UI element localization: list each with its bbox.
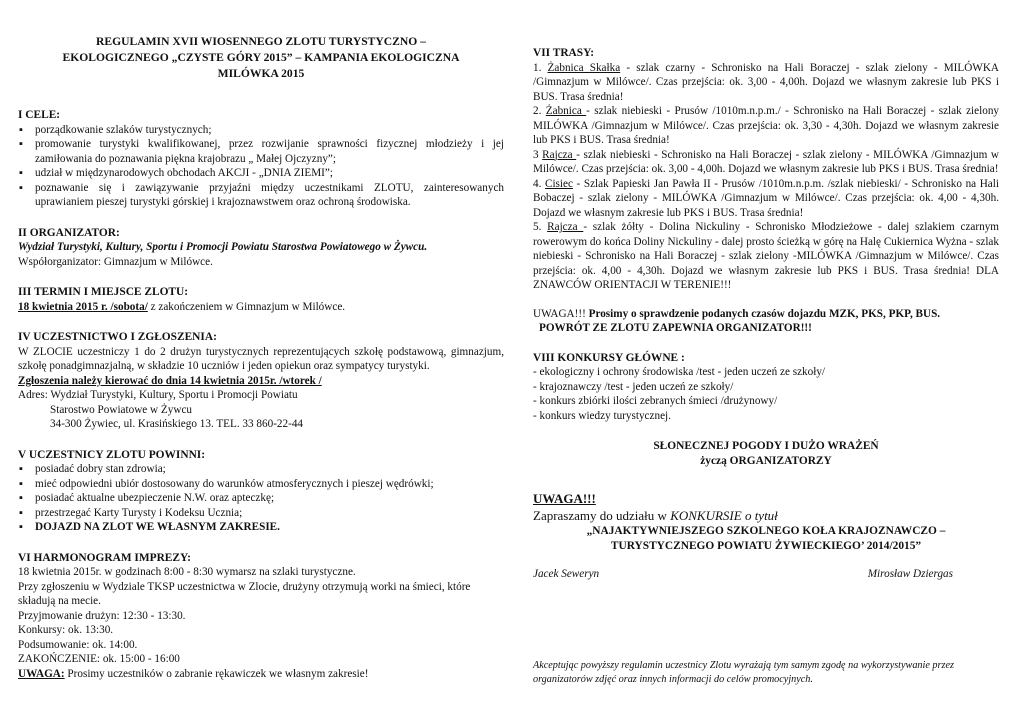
participation-text: W ZLOCIE uczestniczy 1 do 2 drużyn turystycznych reprezentujących szkołę podstawową, gimnazjum, szkołę ponadgimnazjalną, w składzie 10 uczniów i jeden opiekun oraz sympatycy turystyki.: [18, 345, 504, 372]
route-name: Rajcza: [542, 148, 577, 161]
section-trasy: [533, 46, 999, 336]
section-heading: II ORGANIZATOR:: [18, 226, 120, 239]
route-name: Żabnica Skałka: [547, 61, 621, 74]
section-heading: I CELE:: [18, 109, 61, 121]
schedule-line: Przy zgłoszeniu w Wydziale TKSP uczestnictwa w Zlocie, drużyny otrzymują worki na śmieci, które składują na mecie.: [18, 580, 471, 607]
list-item: ▪ posiadać aktualne ubezpieczenie N.W. oraz apteczkę;: [18, 491, 504, 506]
left-column: [18, 34, 504, 681]
list-item: ▪ mieć odpowiedni ubiór dostosowany do warunków atmosferycznych i pieszej wędrówki;: [18, 477, 504, 492]
contest-item: - krajoznawczy /test - jeden uczeń ze szkoły/: [533, 380, 734, 393]
list-item: ▪ posiadać dobry stan zdrowia;: [18, 462, 504, 477]
section-uczestnictwo: [18, 330, 504, 432]
section-heading: VII TRASY:: [533, 47, 595, 59]
route-text: - szlak niebieski - Schronisko na Hali Boraczej - szlak zielony - MILÓWKA /Gimnazjum w Milówce/. Czas przejścia: ok. 3,00 - 4,00h. Dojazd we własnym zakresie lub PKS i BUS. Trasa średnia!: [533, 148, 1000, 175]
route-3: [533, 148, 999, 177]
section-organizator: [18, 226, 504, 270]
section-heading: VIII KONKURSY GŁÓWNE :: [533, 351, 685, 364]
schedule-note: [18, 667, 504, 682]
route-5: [533, 220, 999, 293]
schedule-line: 18 kwietnia 2015r. w godzinach 8:00 - 8:30 wymarsz na szlaki turystyczne.: [18, 566, 356, 578]
transport-note: [533, 307, 999, 322]
list-item: ▪ DOJAZD NA ZLOT WE WŁASNYM ZAKRESIE.: [18, 520, 504, 535]
list-item: ▪ porządkowanie szlaków turystycznych;: [18, 123, 504, 138]
return-note: POWRÓT ZE ZLOTU ZAPEWNIA ORGANIZATOR!!!: [539, 322, 812, 334]
route-name: Żabnica: [545, 105, 587, 117]
contest-title-1: „NAJAKTYWNIEJSZEGO SZKOLNEGO KOŁA KRAJOZNAWCZO –: [586, 525, 946, 537]
route-text: - szlak czarny - Schronisko na Hali Boraczej - szlak zielony - MILÓWKA /Gimnazjum w Milówce/. Czas przejścia: ok. 3,00 - 4,00h. Dojazd we własnym zakresie lub PKS i BUS. Trasa średnia!: [533, 61, 999, 103]
route-number: 1.: [533, 61, 548, 74]
note-label: UWAGA:: [18, 667, 65, 680]
section-termin: [18, 285, 504, 314]
list-item: ▪ przestrzegać Karty Turysty i Kodeksu Ucznia;: [18, 506, 504, 521]
footer-consent: Akceptując powyższy regulamin uczestnicy Zlotu wyrażają tym samym zgodę na wykorzystywanie przez organizatorów zdjęć oraz innych informacji do celów promocyjnych.: [533, 660, 954, 685]
signatures: [533, 567, 953, 581]
title-line-1: REGULAMIN XVII WIOSENNEGO ZLOTU TURYSTYCZNO –: [96, 35, 426, 48]
organizer-main: Wydział Turystyki, Kultury, Sportu i Promocji Powiatu Starostwa Powiatowego w Żywcu.: [18, 241, 428, 253]
route-number: 5.: [533, 221, 548, 233]
note-label: UWAGA!!!: [533, 307, 589, 320]
route-text: - szlak niebieski - Prusów /1010m.n.p.m./ - Schronisko na Hali Boraczej - szlak zielony MILÓWKA /Gimnazjum w Milówce/. Czas przejścia: ok. 3,30 - 4,30h. Dojazd we własnym zakresie lub PKS i BUS. Trasa średnia!: [533, 105, 1000, 146]
signature-left: Jacek Seweryn: [533, 568, 600, 580]
section-konkursy: [533, 351, 999, 424]
section-heading: III TERMIN I MIEJSCE ZLOTU:: [18, 286, 189, 298]
invitation-label: UWAGA!!!: [533, 491, 596, 506]
schedule-line: Przyjmowanie drużyn: 12:30 - 13:30.: [18, 609, 186, 622]
route-number: 3: [533, 148, 543, 161]
termin-line: [18, 300, 504, 315]
invitation-intro: [533, 507, 999, 524]
co-organizer: Współorganizator: Gimnazjum w Milówce.: [18, 255, 213, 268]
schedule-line: ZAKOŃCZENIE: ok. 15:00 - 16:00: [18, 653, 180, 665]
list-item: ▪ udział w międzynarodowych obchodach AKCJI - „DNIA ZIEMI”;: [18, 166, 504, 181]
section-heading: IV UCZESTNICTWO I ZGŁOSZENIA:: [18, 331, 217, 343]
contest-item: - konkurs zbiórki ilości zebranych śmieci /drużynowy/: [533, 395, 778, 407]
route-2: [533, 104, 999, 148]
schedule-line: Konkursy: ok. 13:30.: [18, 624, 114, 636]
document-title: [18, 34, 504, 82]
route-text: - Szlak Papieski Jan Pawła II - Prusów /1010m.n.p.m. /szlak niebieski/ - Schronisko na Hali Bobaczej - szlak zielony - MILÓWKA /Gimnazjum w Milówce/. Czas przejścia: ok. 4,00 - 4,30h. Dojazd we własnym zakresie lub PKS i BUS. Trasa średnia!: [533, 177, 999, 219]
right-column: [533, 46, 999, 581]
section-cele: [18, 108, 504, 210]
route-1: [533, 61, 999, 105]
note-text: Prosimy uczestników o zabranie rękawiczek we własnym zakresie!: [64, 667, 369, 680]
contest-item: - ekologiczny i ochrony środowiska /test - jeden uczeń ze szkoły/: [533, 366, 826, 378]
wishes-line-1: SŁONECZNEJ POGODY I DUŻO WRAŻEŃ: [653, 440, 879, 452]
route-4: [533, 177, 999, 221]
invitation-intro-text: Zapraszamy do udziału w: [533, 508, 671, 523]
note-bold-1: Prosimy o sprawdzenie podanych czasów dojazdu MZK, PKS, PKP, BUS.: [588, 307, 941, 320]
wishes: [533, 439, 999, 468]
deadline-text: Zgłoszenia należy kierować do dnia 14 kwietnia 2015r. /wtorek /: [18, 374, 322, 387]
address-line-3: 34-300 Żywiec, ul. Krasińskiego 13. TEL. 33 860-22-44: [50, 418, 304, 430]
signature-right: Mirosław Dziergas: [867, 568, 953, 580]
title-line-2: EKOLOGICZNEGO „CZYSTE GÓRY 2015” – KAMPANIA EKOLOGICZNA: [62, 51, 460, 64]
schedule-line: Podsumowanie: ok. 14:00.: [18, 638, 138, 651]
list-item: ▪ promowanie turystyki kwalifikowanej, przez rozwijanie sprawności fizycznej młodzieży i jej zamiłowania do poznawania piękna krajobrazu „ Małej Ojczyzny”;: [18, 137, 504, 166]
route-name: Cisiec: [544, 177, 573, 190]
termin-date: 18 kwietnia 2015 r. /sobota/: [18, 300, 148, 313]
wishes-line-2: życzą ORGANIZATORZY: [700, 454, 832, 467]
contest-item: - konkurs wiedzy turystycznej.: [533, 409, 671, 422]
route-number: 2.: [533, 105, 546, 117]
cele-list: [18, 123, 504, 210]
address-line-1: Adres: Wydział Turystyki, Kultury, Sportu i Promocji Powiatu: [18, 389, 298, 401]
section-heading: VI HARMONOGRAM IMPREZY:: [18, 551, 191, 564]
section-powinni: [18, 448, 504, 535]
list-item: ▪ poznawanie się i zawiązywanie przyjaźni między uczestnikami ZLOTU, zainteresowanych uprawianiem pieszej turystyki górskiej i krajoznawstwem oraz ochroną środowiska.: [18, 181, 504, 210]
invitation-intro-italic: KONKURSIE o tytuł: [670, 508, 778, 523]
route-name: Rajcza: [547, 221, 584, 233]
route-text: - szlak żółty - Dolina Nickuliny - Schronisko Młodzieżowe - dalej szlakiem czarnym rowerowym do końca Doliny Nickuliny - dalej prosto ścieżką w górę na Halę Cukiernica Wyżna - szlak niebieski - Schronisko na Hali Boraczej - szlak zielony -MILÓWKA /Gimnazjum w Milówce/. Czas przejścia: ok. 4,00 - 4,30h. Dojazd we własnym zakresie lub PKS i BUS. Trasa średnia! DLA ZNAWCÓW ORIENTACJI W TERENIE!!!: [533, 221, 999, 291]
title-line-3: MILÓWKA 2015: [217, 67, 305, 80]
contest-title-2: TURYSTYCZNEGO POWIATU ŻYWIECKIEGO’ 2014/2015”: [610, 539, 922, 552]
termin-rest: z zakończeniem w Gimnazjum w Milówce.: [147, 300, 346, 313]
section-heading: V UCZESTNICY ZLOTU POWINNI:: [18, 448, 206, 461]
address-line-2: Starostwo Powiatowe w Żywcu: [50, 403, 193, 416]
powinni-list: [18, 462, 504, 535]
contest-invitation: [533, 490, 999, 553]
section-harmonogram: [18, 551, 504, 682]
route-number: 4.: [533, 177, 545, 190]
